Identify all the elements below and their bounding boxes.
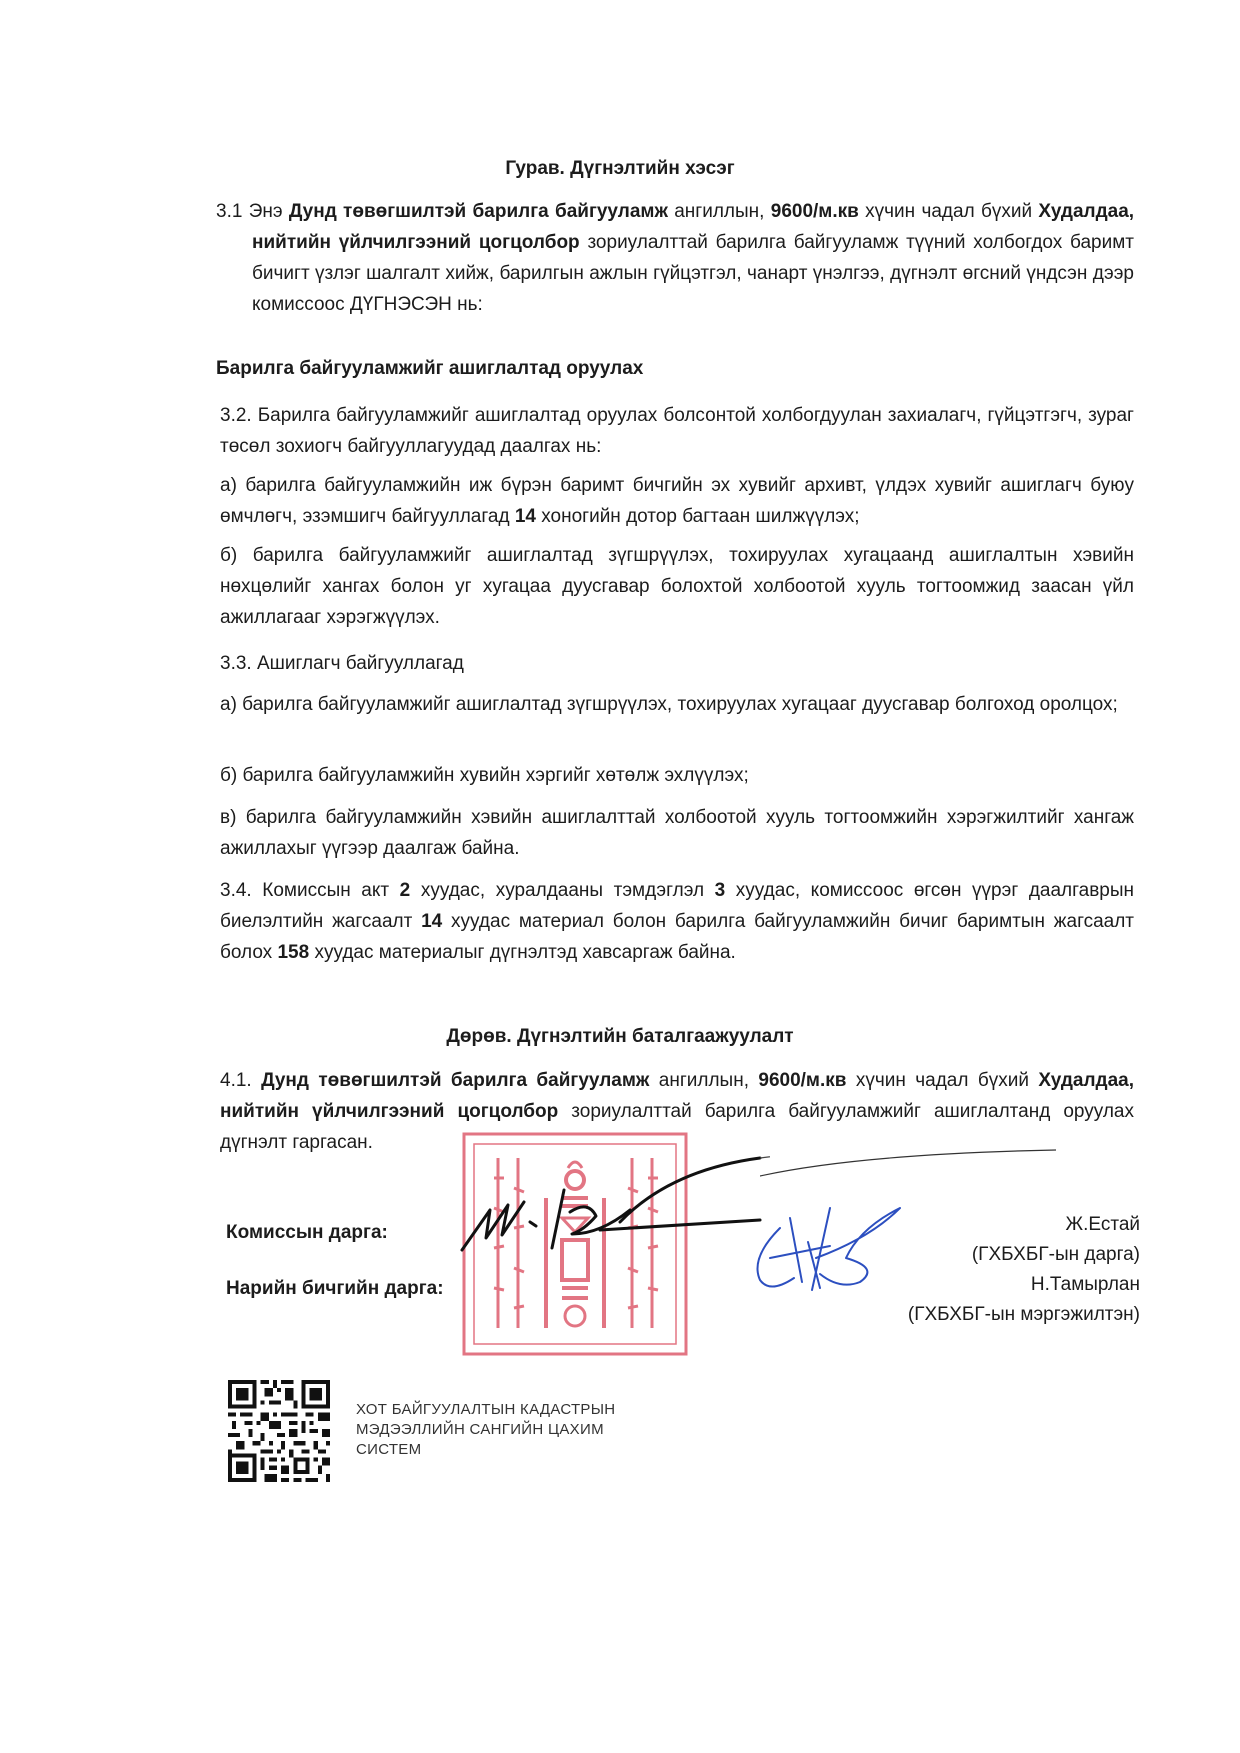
p41-text-3: хүчин чадал бүхий	[855, 1070, 1029, 1091]
paragraph-3-3-c: в) барилга байгууламжийн хэвийн ашиглалттай холбоотой хууль тогтоомжийн хэрэгжилтийг хангаж ажиллахыг үүгээр даалгаж байна.	[220, 807, 1134, 859]
section-4-title: Дөрөв. Дүгнэлтийн баталгаажуулалт	[446, 1026, 794, 1047]
footer-line-1: ХОТ БАЙГУУЛАЛТЫН КАДАСТРЫН	[356, 1401, 616, 1418]
paragraph-3-3: 3.3. Ашиглагч байгууллагад	[220, 653, 464, 674]
footer-system-name	[356, 1400, 615, 1460]
paragraph-3-2: 3.2. Барилга байгууламжийг ашиглалтад оруулах болсонтой холбогдуулан захиалагч, гүйцэтгэгч, зураг төсөл зохиогч байгууллагуудад даалгах нь:	[220, 405, 1134, 457]
secretary-title: (ГХБХБГ-ын мэргэжилтэн)	[907, 1304, 1140, 1325]
p34-text-4: хуудас материал болон барилга байгууламжийн бичиг баримтын жагсаалт болох	[220, 911, 1135, 963]
secretary-signature	[750, 1198, 910, 1298]
paragraph-3-1	[216, 196, 1134, 320]
paragraph-3-3-b: б) барилга байгууламжийн хувийн хэргийг хөтөлж эхлүүлэх;	[220, 765, 749, 786]
p34-bold-2: 3	[714, 880, 726, 901]
section-3-title: Гурав. Дүгнэлтийн хэсэг	[505, 158, 735, 179]
p41-bold-3: Худалдаа, нийтийн үйлчилгээний цогцолбор	[220, 1070, 1135, 1122]
p31-text-3: хүчин чадал бүхий	[865, 201, 1033, 222]
signature-tail-line	[760, 1148, 1060, 1178]
chair-signature	[460, 1150, 770, 1260]
secretary-label: Нарийн бичгийн дарга:	[226, 1278, 444, 1299]
chair-label: Комиссын дарга:	[226, 1222, 388, 1243]
p32a-text-2: хоногийн дотор багтаан шилжүүлэх;	[541, 506, 860, 527]
p41-text-2: ангиллын,	[658, 1070, 749, 1091]
p31-bold-3: Худалдаа, нийтийн үйлчилгээний цогцолбор	[252, 201, 1135, 253]
p34-bold-4: 158	[277, 942, 310, 963]
p41-text-4: зориулалттай барилга байгууламжийг ашиглалтанд оруулах дүгнэлт гаргасан.	[220, 1101, 1134, 1153]
p41-bold-2: 9600/м.кв	[758, 1070, 847, 1091]
paragraph-3-3-a: а) барилга байгууламжийг ашиглалтад зүгшрүүлэх, тохируулах хугацааг дуусгавар болгоход оролцох;	[220, 694, 1118, 715]
p32a-text-1: а) барилга байгууламжийн иж бүрэн баримт бичгийн эх хувийг архивт, үлдэх хувийг ашиглагч буюу өмчлөгч, эзэмшигч байгууллагад	[220, 475, 1134, 527]
chair-title: (ГХБХБГ-ын дарга)	[971, 1244, 1140, 1265]
p31-bold-2: 9600/м.кв	[770, 201, 859, 222]
p34-text-3: хуудас, комиссоос өгсөн үүрэг даалгаврын биелэлтийн жагсаалт	[220, 880, 1135, 932]
footer-line-3: СИСТЕМ	[356, 1441, 422, 1458]
footer-line-2: МЭДЭЭЛЛИЙН САНГИЙН ЦАХИМ	[356, 1421, 604, 1438]
p34-bold-3: 14	[421, 911, 443, 932]
signatories-block	[908, 1210, 1140, 1330]
secretary-name: Н.Тамырлан	[1030, 1274, 1140, 1295]
paragraph-3-4	[220, 875, 1134, 968]
chair-name: Ж.Естай	[1065, 1214, 1140, 1235]
p31-text-1: Энэ	[248, 201, 283, 222]
paragraph-3-2-b: б) барилга байгууламжийг ашиглалтад зүгшрүүлэх, тохируулах хугацаанд ашиглалтын хэвийн нөхцөлийг хангах болон уг хугацаа дуусгавар болохтой холбоотой хууль тогтоомжид заасан үйл ажиллагааг хэрэгжүүлэх.	[220, 545, 1134, 628]
subheading-commissioning: Барилга байгууламжийг ашиглалтад оруулах	[216, 358, 644, 379]
p34-bold-1: 2	[399, 880, 411, 901]
p31-number: 3.1	[216, 201, 243, 222]
p41-bold-1: Дунд төвөгшилтэй барилга байгууламж	[261, 1070, 650, 1091]
p31-bold-1: Дунд төвөгшилтэй барилга байгууламж	[288, 201, 668, 222]
p34-text-2: хуудас, хуралдааны тэмдэглэл	[420, 880, 705, 901]
paragraph-3-2-a	[220, 470, 1134, 532]
p41-text-1: 4.1.	[220, 1070, 252, 1091]
p32a-bold-1: 14	[514, 506, 536, 527]
qr-code-icon	[228, 1380, 330, 1482]
p31-text-4: зориулалттай барилга байгууламж түүний холбогдох баримт бичигт үзлэг шалгалт хийж, барилгын ажлын гүйцэтгэл, чанарт үнэлгээ, дүгнэлт өгсний үндсэн дээр комиссоос ДҮГНЭСЭН нь:	[252, 232, 1135, 315]
p34-text-5: хуудас материалыг дүгнэлтэд хавсаргаж байна.	[314, 942, 736, 963]
p31-text-2: ангиллын,	[674, 201, 765, 222]
p34-text-1: 3.4. Комиссын акт	[220, 880, 390, 901]
